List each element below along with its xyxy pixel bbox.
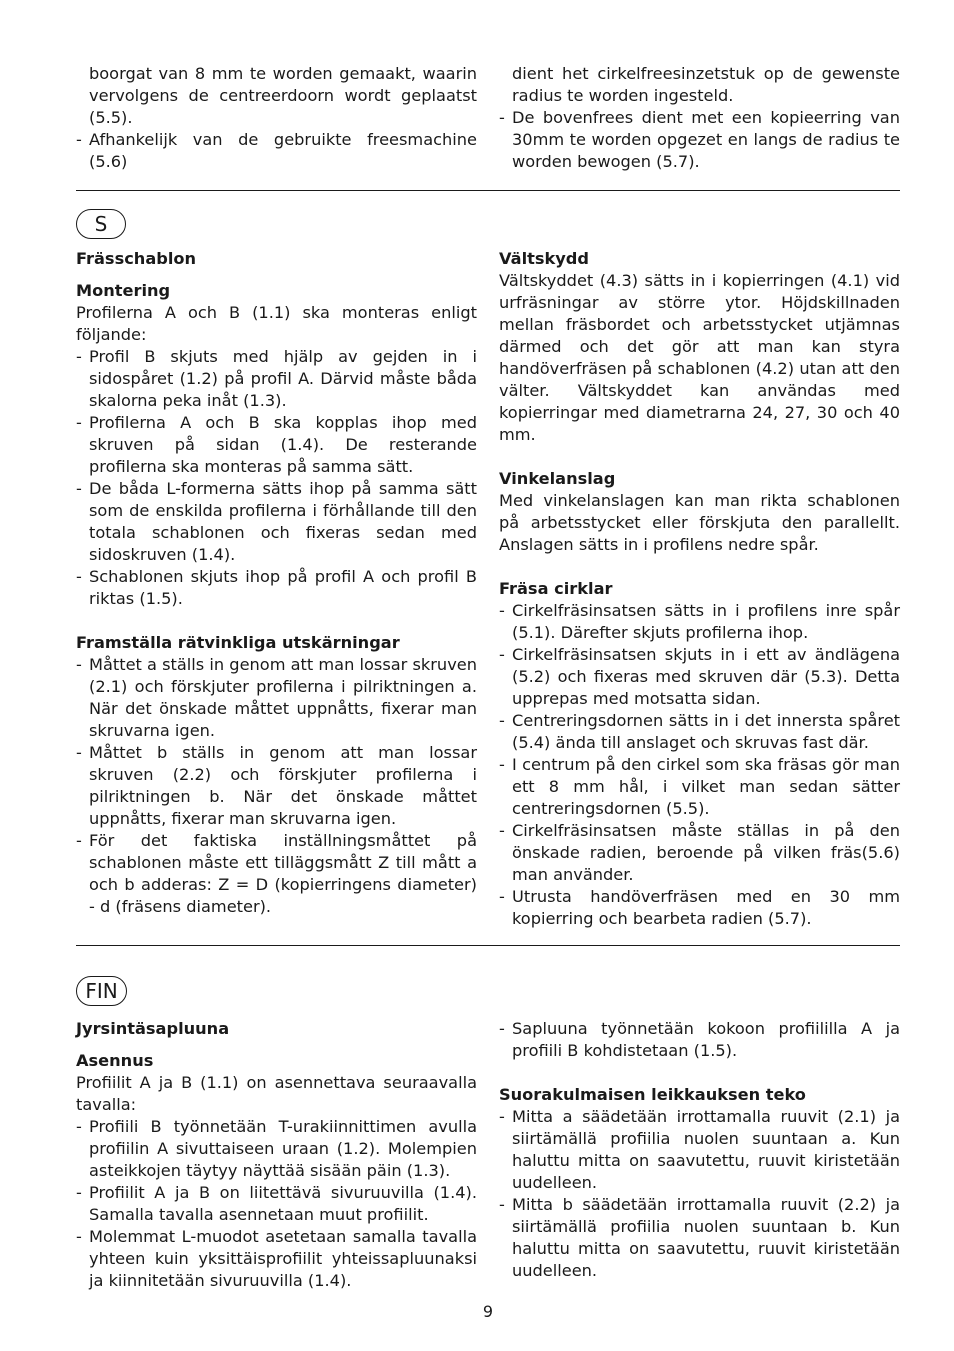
s-right-column xyxy=(499,248,900,930)
valtskydd-text: Vältskyddet (4.3) sätts in i kopierringen (4.1) vid urfräsningar av större ytor. Höjdskillnaden mellan fräsbordet och arbetsstycket utjämnas därmed och det gör att man kan styra handöverfräsen på schablonen (4.2) utan att den välter. Vältskyddet kan användas med kopierringar med diametrarna 24, 27, 30 och 40 mm. xyxy=(499,271,900,444)
list-item: - Cirkelfräsinsatsen måste ställas in på den önskade radien, beroende på vilken fräs(5.6) man använder. xyxy=(499,821,900,884)
list-item: - Afhankelijk van de gebruikte freesmachine (5.6) xyxy=(76,130,477,171)
subheading-suorakulmainen: Suorakulmaisen leikkauksen teko xyxy=(499,1085,806,1104)
list-item: - För det faktiska inställningsmåttet på schablonen måste ett tilläggsmått Z till mått a och b adderas: Z = D (kopierringens diameter) - d (fräsens diameter). xyxy=(76,831,477,916)
list-item: - Molemmat L-muodot asetetaan samalla tavalla yhteen kuin yksittäisprofiilit yhteissapluunaksi ja kiinnitetään sivuruuvilla (1.4). xyxy=(76,1227,477,1290)
subheading-valtskydd: Vältskydd xyxy=(499,249,589,268)
subheading-vinkelanslag: Vinkelanslag xyxy=(499,469,616,488)
asennus-list xyxy=(76,1116,477,1292)
list-item: - Mitta a säädetään irrottamalla ruuvit (2.1) ja siirtämällä profiilia nuolen suuntaan a. Kun haluttu mitta on saavutettu, ruuvit kiristetään uudelleen. xyxy=(499,1107,900,1192)
list-item: - Måttet b ställs in genom att man lossar skruven (2.2) och förskjuter profilerna i pilriktningen b. När det önskade måttet uppnåtts, fixerar man skruvarna igen. xyxy=(76,743,477,828)
top-right-column xyxy=(499,63,900,173)
asennus-intro: Profiilit A ja B (1.1) on asennettava seuraavalla tavalla: xyxy=(76,1073,477,1114)
list-item: - Måttet a ställs in genom att man lossar skruven (2.1) och förskjuter profilerna i pilriktningen a. När det önskade måttet uppnåtts, fixerar man skruvarna igen. xyxy=(76,655,477,740)
list-item: - Utrusta handöverfräsen med en 30 mm kopierring och bearbeta radien (5.7). xyxy=(499,887,900,928)
fin-left-column xyxy=(76,1018,477,1292)
list-item: - Profiili B työnnetään T-urakiinnittimen avulla profiilin A sivuttaiseen uraan (1.2). Molempien asteikkojen täytyy näyttää sisään päin (1.3). xyxy=(76,1117,477,1180)
s-left-column xyxy=(76,248,477,918)
section-title: Frässchablon xyxy=(76,249,197,268)
list-item: - Profilerna A och B ska kopplas ihop med skruven på sidan (1.4). De resterande profilerna ska monteras på samma sätt. xyxy=(76,413,477,476)
list-item: - Mitta b säädetään irrottamalla ruuvit (2.2) ja siirtämällä profiilia nuolen suuntaan b. Kun haluttu mitta on saavutettu, ruuvit kiristetään uudelleen. xyxy=(499,1195,900,1280)
list-item: - De bovenfrees dient met een kopieerring van 30mm te worden opgezet en langs de radius te worden bewogen (5.7). xyxy=(499,108,900,171)
list-item: - Centreringsdornen sätts in i det innersta spåret (5.4) ända till anslaget och skruvas fast där. xyxy=(499,711,900,752)
continued-paragraph: dient het cirkelfreesinzetstuk op de gewenste radius te worden ingesteld. xyxy=(512,64,900,105)
montering-list xyxy=(76,346,477,610)
suorakulmainen-list xyxy=(499,1106,900,1282)
language-badge-s: S xyxy=(76,209,126,239)
list-item: - De båda L-formerna sätts ihop på samma sätt som de enskilda profilerna i förhållande till den totala schablonen och fixeras sedan med sidoskruven (1.4). xyxy=(76,479,477,564)
list-item: - Profiilit A ja B on liitettävä sivuruuvilla (1.4). Samalla tavalla asennetaan muut profiilit. xyxy=(76,1183,477,1224)
subheading-cirklar: Fräsa cirklar xyxy=(499,579,613,598)
cirklar-list xyxy=(499,600,900,930)
vinkelanslag-text: Med vinkelanslagen kan man rikta schablonen på arbetsstycket eller förskjuta den parallellt. Anslagen sätts in i profilens nedre spår. xyxy=(499,491,900,554)
fin-continued-list xyxy=(499,1018,900,1062)
ratvinkliga-list xyxy=(76,654,477,918)
list-item: - I centrum på den cirkel som ska fräsas gör man ett 8 mm hål, i vilket man sedan sätter centreringsdornen (5.5). xyxy=(499,755,900,818)
page-number: 9 xyxy=(482,1302,494,1321)
dash-list xyxy=(499,107,900,173)
fin-right-column xyxy=(499,1018,900,1282)
montering-intro: Profilerna A och B (1.1) ska monteras enligt följande: xyxy=(76,303,477,344)
subheading-montering: Montering xyxy=(76,281,171,300)
section-divider xyxy=(76,190,900,191)
subheading-asennus: Asennus xyxy=(76,1051,154,1070)
list-item: - Cirkelfräsinsatsen sätts in i profilens inre spår (5.1). Därefter skjuts profilerna ihop. xyxy=(499,601,900,642)
list-item: - Cirkelfräsinsatsen skjuts in i ett av ändlägena (5.2) och fixeras med skruven där (5.3). Detta upprepas med motsatta sidan. xyxy=(499,645,900,708)
continued-paragraph: boorgat van 8 mm te worden gemaakt, waarin vervolgens de centreerdoorn wordt geplaatst (5.5). xyxy=(89,64,477,127)
language-badge-fin: FIN xyxy=(76,976,127,1006)
subheading-ratvinkliga: Framställa rätvinkliga utskärningar xyxy=(76,633,400,652)
list-item: - Profil B skjuts med hjälp av gejden in i sidospåret (1.2) på profil A. Därvid måste båda skalorna peka inåt (1.3). xyxy=(76,347,477,410)
list-item: - Schablonen skjuts ihop på profil A och profil B riktas (1.5). xyxy=(76,567,477,608)
top-left-column xyxy=(76,63,477,173)
dash-list xyxy=(76,129,477,173)
list-item: - Sapluuna työnnetään kokoon profiililla A ja profiili B kohdistetaan (1.5). xyxy=(499,1019,900,1060)
section-divider xyxy=(76,945,900,946)
section-title: Jyrsintäsapluuna xyxy=(76,1019,230,1038)
